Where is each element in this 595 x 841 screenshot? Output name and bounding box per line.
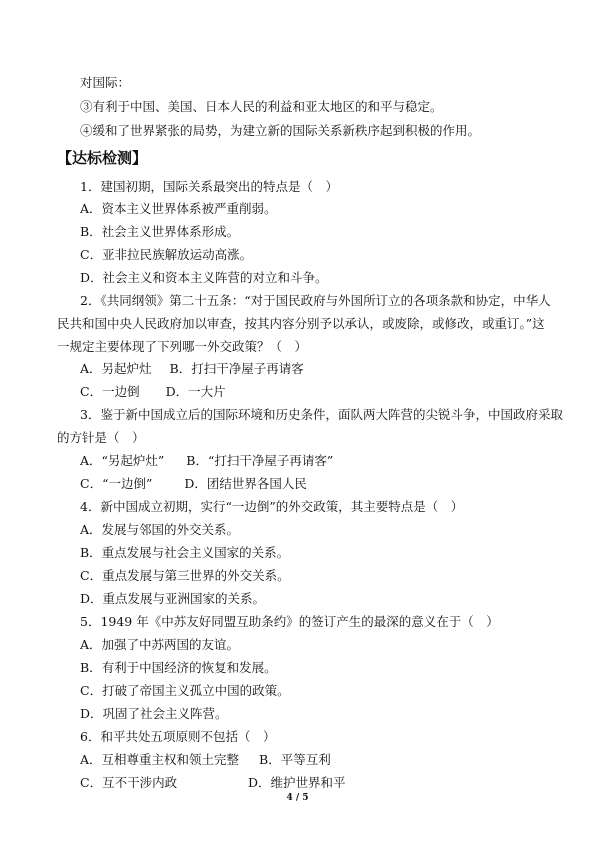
- q5-option-a: A．加强了中苏两国的友谊。: [80, 637, 240, 652]
- q2-option-d: D．一大片: [165, 384, 226, 399]
- q6-option-c: C．互不干涉内政: [80, 775, 178, 790]
- q3-option-c: C．“一边倒”: [80, 476, 153, 491]
- q5-option-b: B．有利于中国经济的恢复和发展。: [80, 660, 277, 675]
- q2-option-a: A．另起炉灶: [80, 361, 152, 376]
- q5-option-d: D．巩固了社会主义阵营。: [80, 706, 228, 721]
- q6-option-d: D．维护世界和平: [247, 775, 346, 790]
- q3-option-a: A．“另起炉灶”: [80, 453, 165, 468]
- q3-option-b: B．“打扫干净屋子再请客”: [186, 453, 334, 468]
- q1-option-d: D．社会主义和资本主义阵营的对立和斗争。: [80, 270, 328, 285]
- q3-options-row-1: [80, 453, 333, 469]
- q6-option-a: A．互相尊重主权和领土完整: [80, 752, 240, 767]
- q4-stem: 4．新中国成立初期，实行“一边倒”的外交政策，其主要特点是（ ）: [80, 499, 464, 514]
- page-number: 4 / 5: [286, 793, 309, 803]
- q2-stem-3: 一规定主要体现了下列哪一外交政策？（ ）: [57, 339, 308, 354]
- q3-option-d: D．团结世界各国人民: [184, 476, 307, 491]
- q6-stem: 6．和平共处五项原则不包括（ ）: [80, 729, 276, 744]
- q2-stem-1: 2．《共同纲领》第二十五条：“对于国民政府与外国所订立的各项条款和协定，中华人: [80, 293, 551, 308]
- q4-option-b: B．重点发展与社会主义国家的关系。: [80, 545, 290, 560]
- q2-option-c: C．一边倒: [80, 384, 140, 399]
- q4-option-c: C．重点发展与第三世界的外交关系。: [80, 568, 290, 583]
- q5-stem: 5．1949 年《中苏友好同盟互助条约》的签订产生的最深的意义在于（ ）: [80, 614, 499, 629]
- q2-stem-2: 民共和国中央人民政府加以审查，按其内容分别予以承认，或废除，或修改，或重订。”这: [57, 316, 545, 331]
- q1-stem: 1．建国初期，国际关系最突出的特点是（ ）: [80, 179, 338, 194]
- q2-options-row-1: [80, 361, 304, 377]
- q2-options-row-2: [80, 384, 226, 400]
- q1-option-b: B．社会主义世界体系形成。: [80, 224, 240, 239]
- q1-option-a: A．资本主义世界体系被严重削弱。: [80, 201, 277, 216]
- q6-options-row-2: [80, 775, 346, 791]
- q3-stem-2: 的方针是（ ）: [57, 430, 145, 445]
- q3-stem-1: 3．鉴于新中国成立后的国际环境和历史条件，面队两大阵营的尖锐斗争，中国政府采取: [80, 407, 563, 422]
- q2-option-b: B．打扫干净屋子再请客: [169, 361, 304, 376]
- q6-options-row-1: [80, 752, 331, 768]
- q4-option-a: A．发展与邻国的外交关系。: [80, 522, 240, 537]
- q6-option-b: B．平等互利: [259, 752, 331, 767]
- intro-line-1: ③有利于中国、美国、日本人民的利益和亚太地区的和平与稳定。: [80, 99, 443, 114]
- intro-line-2: ④缓和了世界紧张的局势，为建立新的国际关系新秩序起到积极的作用。: [80, 123, 481, 138]
- q5-option-c: C．打破了帝国主义孤立中国的政策。: [80, 683, 290, 698]
- intro-line-0: 对国际：: [80, 75, 131, 90]
- section-title: 【达标检测】: [57, 149, 148, 167]
- q4-option-d: D．重点发展与亚洲国家的关系。: [80, 591, 266, 606]
- q3-options-row-2: [80, 476, 307, 492]
- q1-option-c: C．亚非拉民族解放运动高涨。: [80, 247, 253, 262]
